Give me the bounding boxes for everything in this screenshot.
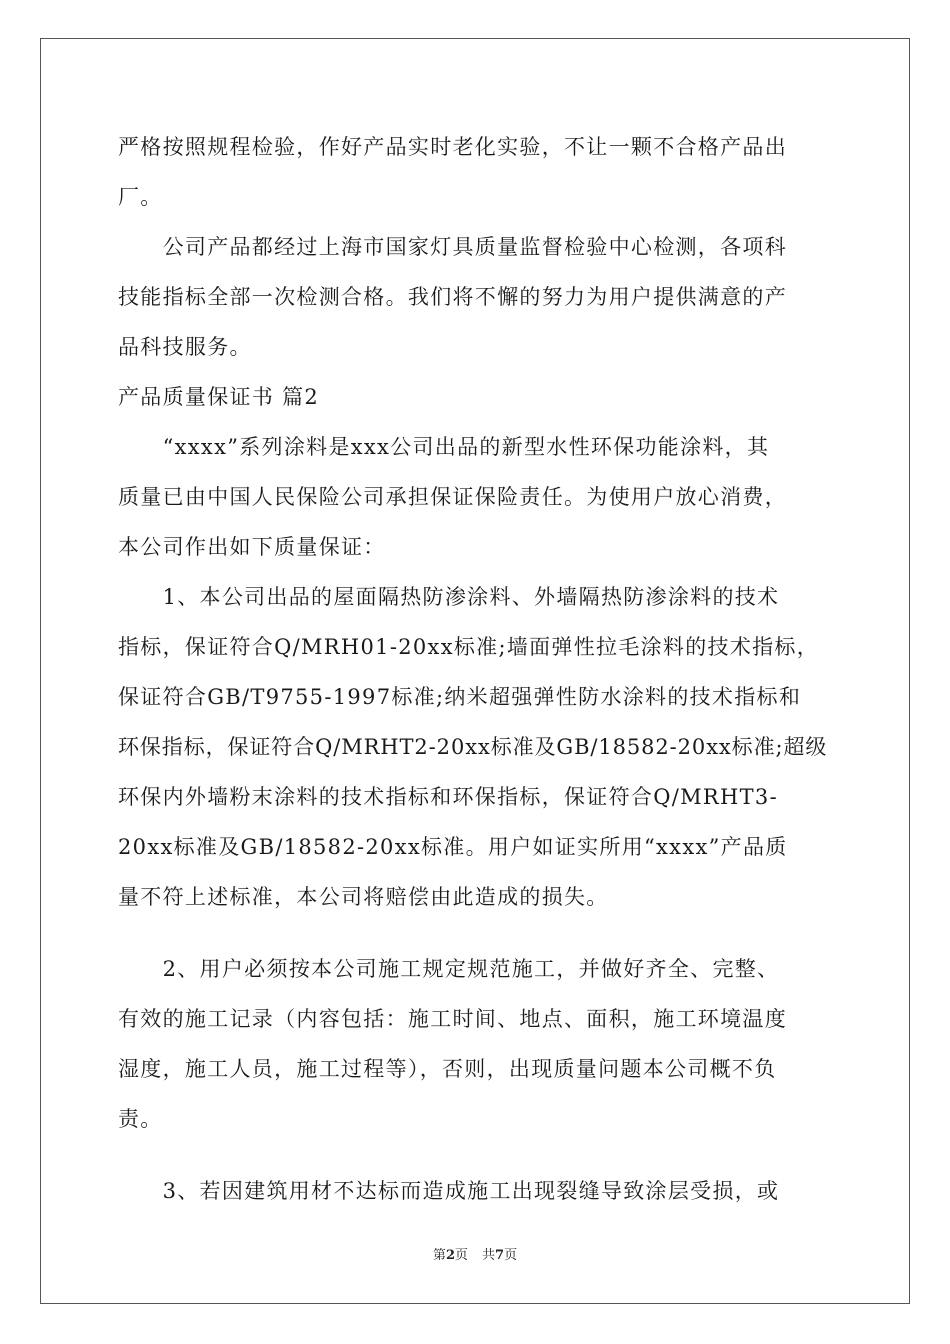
paragraph-line: 本公司作出如下质量保证： (118, 535, 386, 559)
paragraph-line: “xxxx”系列涂料是xxx公司出品的新型水性环保功能涂料，其 (118, 435, 770, 459)
total-prefix: 共 (482, 1248, 496, 1263)
paragraph-line: 环保指标，保证符合Q/MRHT2-20xx标准及GB/18582-20xx标准;超级 (118, 735, 828, 759)
section-heading: 产品质量保证书 篇2 (118, 385, 320, 409)
page-suffix: 页 (454, 1248, 468, 1263)
paragraph-line: 保证符合GB/T9755-1997标准;纳米超强弹性防水涂料的技术指标和 (118, 685, 802, 709)
paragraph-line: 有效的施工记录（内容包括：施工时间、地点、面积，施工环境温度 (118, 1007, 787, 1031)
paragraph-line: 3、若因建筑用材不达标而造成施工出现裂缝导致涂层受损，或 (118, 1179, 780, 1203)
paragraph-line: 2、用户必须按本公司施工规定规范施工，并做好齐全、完整、 (118, 957, 780, 981)
total-pages-number: 7 (495, 1248, 505, 1263)
paragraph-gap (118, 922, 834, 944)
paragraph-line: 公司产品都经过上海市国家灯具质量监督检验中心检测，各项科 (118, 235, 787, 259)
page-footer (0, 1244, 950, 1263)
paragraph-line: 质量已由中国人民保险公司承担保证保险责任。为使用户放心消费， (118, 485, 787, 509)
current-page-number: 2 (445, 1248, 455, 1263)
total-suffix: 页 (504, 1248, 518, 1263)
paragraph-gap (118, 1144, 834, 1166)
paragraph-line: 技能指标全部一次检测合格。我们将不懈的努力为用户提供满意的产 (118, 285, 787, 309)
paragraph-line: 1、本公司出品的屋面隔热防渗涂料、外墙隔热防渗涂料的技术 (118, 585, 780, 609)
paragraph-line: 指标，保证符合Q/MRH01-20xx标准;墙面弹性拉毛涂料的技术指标， (118, 635, 820, 659)
paragraph-line: 量不符上述标准，本公司将赔偿由此造成的损失。 (118, 885, 609, 909)
paragraph-line: 责。 (118, 1107, 163, 1131)
paragraph-line: 环保内外墙粉末涂料的技术指标和环保指标，保证符合Q/MRHT3- (118, 785, 778, 809)
document-body (118, 122, 834, 1216)
paragraph-line: 20xx标准及GB/18582-20xx标准。用户如证实所用“xxxx”产品质 (118, 835, 788, 859)
paragraph-line: 严格按照规程检验，作好产品实时老化实验，不让一颗不合格产品出 (118, 135, 787, 159)
paragraph-line: 湿度，施工人员，施工过程等），否则，出现质量问题本公司概不负 (118, 1057, 777, 1081)
paragraph-line: 品科技服务。 (118, 335, 252, 359)
paragraph-line: 厂。 (118, 185, 163, 209)
page-prefix: 第 (432, 1248, 446, 1263)
